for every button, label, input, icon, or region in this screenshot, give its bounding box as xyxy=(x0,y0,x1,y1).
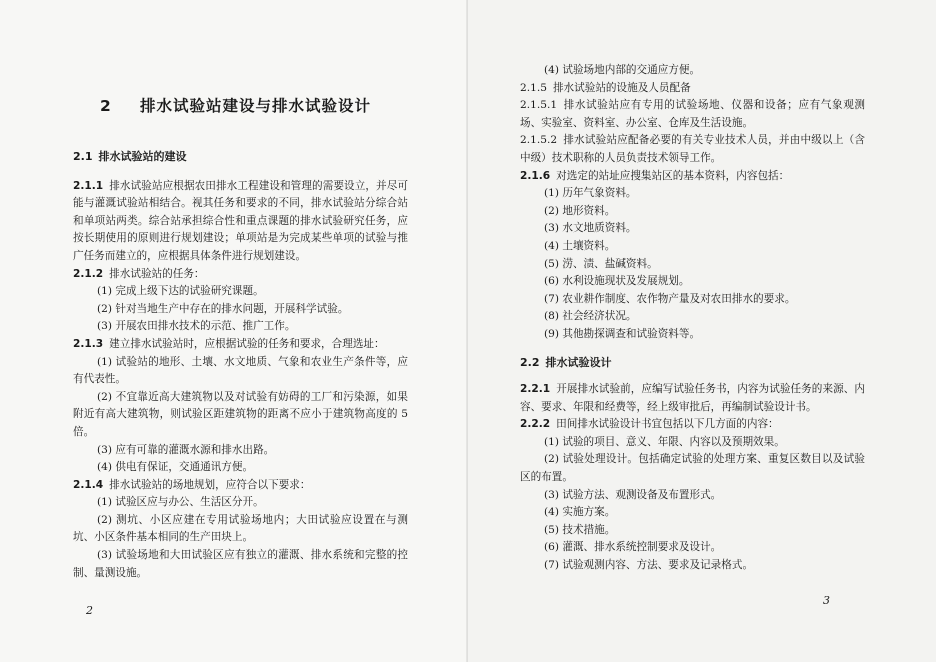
list-item: (2) 地形资料。 xyxy=(544,204,616,217)
list-item: (3) 应有可靠的灌溉水源和排水出路。 xyxy=(97,443,275,456)
section-number: 2.2 xyxy=(520,355,540,369)
list-item: (1) 完成上级下达的试验研究课题。 xyxy=(97,285,264,298)
clause-number: 2.1.4 xyxy=(73,478,104,491)
section-number: 2.1 xyxy=(73,150,93,163)
clause-text: 田间排水试验设计书宜包括以下几方面的内容： xyxy=(556,418,779,431)
clause-number: 2.1.2 xyxy=(73,267,104,280)
page-number: 3 xyxy=(823,594,830,607)
clause-2-1-1 xyxy=(73,178,408,266)
clause-text: 排水试验站应根据农田排水工程建设和管理的需要设立，并尽可能与灌溉试验站相结合。视其任务和要求的不同，排水试验站分综合站和单项站两类。综合站承担综合性和重点课题的排水试验研究任务，应按长期使用的原则进行规划建设；单项站是为完成某些单项的试验与推广任务而建立的，应根据具体条件进行规划建设。 xyxy=(73,179,408,262)
clause-number: 2.1.5.2 xyxy=(520,134,558,147)
clause-number: 2.2.1 xyxy=(520,383,551,396)
clause-2-2-2 xyxy=(520,416,865,434)
clause-number: 2.1.6 xyxy=(520,169,551,182)
chapter-title: 排水试验站建设与排水试验设计 xyxy=(140,97,372,115)
clause-text: 对选定的站址应搜集站区的基本资料，内容包括： xyxy=(556,169,790,182)
clause-2-1-5-2 xyxy=(520,132,865,167)
section-title: 排水试验站的建设 xyxy=(98,150,187,163)
list-item: (3) 试验方法、观测设备及布置形式。 xyxy=(544,488,722,501)
clause-2-1-4 xyxy=(73,477,408,495)
clause-text: 开展排水试验前，应编写试验任务书，内容为试验任务的来源、内容、要求、年限和经费等，经上级审批后，再编制试验设计书。 xyxy=(520,383,865,413)
list-item: (2) 试验处理设计。包括确定试验的处理方案、重复区数目以及试验区的布置。 xyxy=(520,453,865,484)
list-item: (6) 灌溉、排水系统控制要求及设计。 xyxy=(544,541,722,554)
clause-text: 排水试验站的设施及人员配备 xyxy=(552,81,691,94)
list-item: (2) 不宜靠近高大建筑物以及对试验有妨碍的工厂和污染源，如果附近有高大建筑物，则试验区距建筑物的距离不应小于建筑物高度的 5 倍。 xyxy=(73,390,408,438)
list-item: (8) 社会经济状况。 xyxy=(544,310,637,323)
clause-text: 排水试验站的任务： xyxy=(109,267,205,280)
right-page xyxy=(468,0,936,662)
clause-number: 2.1.1 xyxy=(73,179,104,192)
clause-number: 2.1.3 xyxy=(73,337,104,350)
list-item: (7) 农业耕作制度、农作物产量及对农田排水的要求。 xyxy=(544,292,796,305)
clause-2-2-1 xyxy=(520,381,865,416)
list-item: (1) 历年气象资料。 xyxy=(544,187,637,200)
clause-text: 排水试验站应配备必要的有关专业技术人员，并由中级以上（含中级）技术职称的人员负责技术领导工作。 xyxy=(520,134,865,164)
left-column xyxy=(73,148,408,582)
clause-2-1-5-1 xyxy=(520,97,865,132)
list-item: (4) 供电有保证，交通通讯方便。 xyxy=(97,461,254,474)
right-column xyxy=(520,62,865,575)
list-item: (2) 测坑、小区应建在专用试验场地内；大田试验应设置在与测坑、小区条件基本相同的生产田块上。 xyxy=(73,513,408,544)
list-item: (4) 实施方案。 xyxy=(544,506,616,519)
clause-2-1-6 xyxy=(520,168,865,186)
section-heading-2-2 xyxy=(520,354,865,372)
section-heading-2-1 xyxy=(73,148,408,166)
list-item: (1) 试验的项目、意义、年限、内容以及预期效果。 xyxy=(544,435,785,448)
clause-text: 排水试验站的场地规划，应符合以下要求： xyxy=(109,478,311,491)
list-item: (4) 土壤资料。 xyxy=(544,239,616,252)
list-item: (3) 试验场地和大田试验区应有独立的灌溉、排水系统和完整的控制、量测设施。 xyxy=(73,549,408,579)
clause-2-1-2 xyxy=(73,266,408,284)
list-item: (1) 试验区应与办公、生活区分开。 xyxy=(97,496,264,509)
chapter-number: 2 xyxy=(100,97,112,115)
clause-number: 2.1.5.1 xyxy=(520,99,558,112)
list-item: (6) 水利设施现状及发展规划。 xyxy=(544,275,690,288)
chapter-heading xyxy=(100,94,371,116)
list-item: (3) 开展农田排水技术的示范、推广工作。 xyxy=(97,320,296,333)
list-item: (1) 试验站的地形、土壤、水文地质、气象和农业生产条件等，应有代表性。 xyxy=(73,355,408,386)
list-item: (7) 试验观测内容、方法、要求及记录格式。 xyxy=(544,559,754,572)
page-number: 2 xyxy=(86,604,93,617)
clause-2-1-5 xyxy=(520,80,865,98)
clause-number: 2.1.5 xyxy=(520,81,547,94)
clause-text: 建立排水试验站时，应根据试验的任务和要求，合理选址： xyxy=(109,337,385,350)
list-item: (4) 试验场地内部的交通应方便。 xyxy=(544,64,701,76)
clause-2-1-3 xyxy=(73,336,408,354)
list-item: (3) 水文地质资料。 xyxy=(544,222,637,235)
list-item: (9) 其他勘探调查和试验资料等。 xyxy=(544,327,701,340)
section-title: 排水试验设计 xyxy=(545,355,612,369)
list-item: (5) 涝、渍、盐碱资料。 xyxy=(544,257,658,270)
clause-text: 排水试验站应有专用的试验场地、仪器和设备；应有气象观测场、实验室、资料室、办公室、仓库及生活设施。 xyxy=(520,99,865,129)
list-item: (5) 技术措施。 xyxy=(544,523,616,536)
clause-number: 2.2.2 xyxy=(520,418,551,431)
list-item: (2) 针对当地生产中存在的排水问题，开展科学试验。 xyxy=(97,302,349,315)
